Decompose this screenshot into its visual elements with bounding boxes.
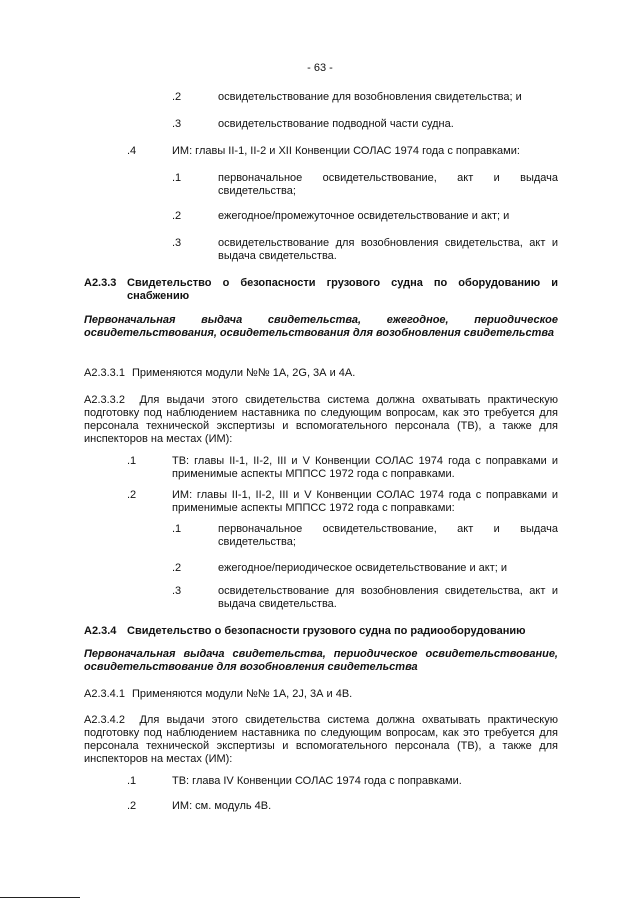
section-heading: Свидетельство о безопасности грузового судна по радиооборудованию — [127, 625, 526, 637]
list-item-text: первоначальное освидетельствование, акт и выдача свидетельства; — [218, 523, 558, 548]
list-item-text: освидетельствование для возобновления свидетельства; и — [218, 91, 522, 103]
list-item-text: ТВ: главы II-1, II-2, III и V Конвенции СОЛАС 1974 года с поправками и применимые аспекты МППСС 1972 года с поправками. — [172, 455, 558, 480]
footer-rule — [0, 897, 80, 898]
list-number: .2 — [127, 489, 137, 501]
section-number: A2.3.4 — [84, 625, 117, 637]
list-number: .3 — [172, 585, 182, 597]
paragraph — [84, 714, 558, 766]
list-number: .3 — [172, 118, 182, 130]
list-number: .3 — [172, 237, 182, 249]
list-number: .1 — [127, 775, 137, 787]
paragraph-text: Для выдачи этого свидетельства система должна охватывать практическую подготовку под наблюдением наставника по следующим вопросам, как это требуется для персонала технической экспертизы и вспомогательного персонала (ТВ), а также для инспекторов на местах (ИМ): — [84, 714, 558, 765]
list-number: .1 — [172, 172, 182, 184]
page-number: - 63 - — [307, 62, 333, 74]
section-heading: Свидетельство о безопасности грузового судна по оборудованию и снабжению — [127, 277, 558, 302]
paragraph-number: A2.3.3.2 — [84, 394, 125, 406]
list-item-text: первоначальное освидетельствование, акт и выдача свидетельства; — [218, 172, 558, 197]
list-item-text: ТВ: глава IV Конвенции СОЛАС 1974 года с поправками. — [172, 775, 462, 787]
list-number: .2 — [172, 91, 182, 103]
list-number: .1 — [127, 455, 137, 467]
list-item-text: ИМ: см. модуль 4В. — [172, 800, 272, 812]
list-item-text: освидетельствование для возобновления свидетельства, акт и выдача свидетельства. — [218, 585, 558, 610]
list-number: .4 — [127, 145, 137, 157]
paragraph-number: A2.3.3.1 — [84, 367, 125, 379]
list-item-text: освидетельствование подводной части судна. — [218, 118, 454, 130]
paragraph-number: A2.3.4.1 — [84, 688, 125, 700]
section-subheading: Первоначальная выдача свидетельства, ежегодное, периодическое освидетельствования, освидетельствования для возобновления свидетельства — [84, 314, 558, 339]
list-item-text: ИМ: главы II-1, II-2 и XII Конвенции СОЛАС 1974 года с поправками: — [172, 145, 520, 157]
list-item-text: освидетельствование для возобновления свидетельства, акт и выдача свидетельства. — [218, 237, 558, 262]
section-subheading: Первоначальная выдача свидетельства, периодическое освидетельствование, освидетельствование для возобновления свидетельства — [84, 648, 558, 673]
paragraph-text: Для выдачи этого свидетельства система должна охватывать практическую подготовку под наблюдением наставника по следующим вопросам, как это требуется для персонала технической экспертизы и вспомогательного персонала (ТВ), а также для инспекторов на местах (ИМ): — [84, 394, 558, 445]
paragraph-text: Применяются модули №№ 1А, 2G, 3А и 4А. — [132, 367, 356, 379]
list-number: .1 — [172, 523, 182, 535]
list-number: .2 — [172, 210, 182, 222]
list-item-text: ежегодное/периодическое освидетельствование и акт; и — [218, 562, 508, 574]
list-item-text: ИМ: главы II-1, II-2, III и V Конвенции СОЛАС 1974 года с поправками и применимые аспекты МППСС 1972 года с поправками: — [172, 489, 558, 514]
paragraph-number: A2.3.4.2 — [84, 714, 125, 726]
paragraph — [84, 394, 558, 446]
list-item-text: ежегодное/промежуточное освидетельствование и акт; и — [218, 210, 510, 222]
paragraph-text: Применяются модули №№ 1А, 2J, 3А и 4В. — [132, 688, 353, 700]
list-number: .2 — [172, 562, 182, 574]
list-number: .2 — [127, 800, 137, 812]
section-number: A2.3.3 — [84, 277, 117, 289]
